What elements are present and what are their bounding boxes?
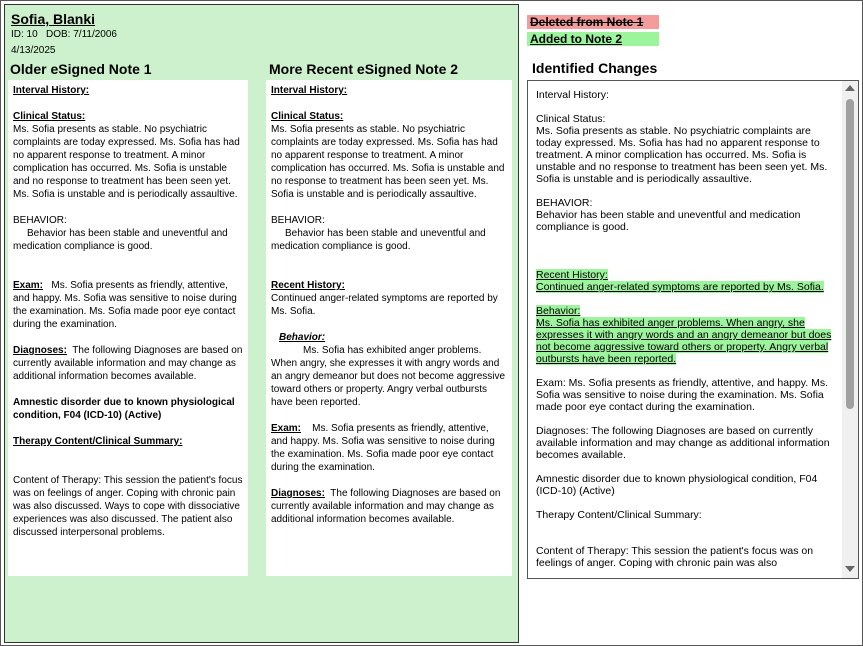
note1-exam-label: Exam: xyxy=(13,280,44,291)
note1-title: Older eSigned Note 1 xyxy=(10,61,152,77)
changes-recent-history-text: Continued anger-related symptoms are reported by Ms. Sofia. xyxy=(536,281,824,293)
note1-behavior-text: Behavior has been stable and uneventful and medication compliance is good. xyxy=(13,228,228,252)
note2-clinical-status-text: Ms. Sofia presents as stable. No psychiatric complaints are today expressed. Ms. Sofia has had no apparent response to treatment. A minor complication has occurred. Ms. Sofia is unstable and no response to treatment has been seen yet. Ms. Sofia is unstable and is periodically assaultive. xyxy=(271,124,505,200)
note1-diagnosis-item: Amnestic disorder due to known physiological condition, F04 (ICD-10) (Active) xyxy=(13,397,235,421)
note2-interval-history: Interval History: xyxy=(271,85,348,96)
note1-clinical-status-label: Clinical Status: xyxy=(13,111,86,122)
changes-interval-history: Interval History: xyxy=(536,89,609,101)
note1-body[interactable] xyxy=(8,80,248,576)
note1-therapy-label: Therapy Content/Clinical Summary: xyxy=(13,436,183,447)
changes-behavior2 xyxy=(536,305,834,317)
changes-recent-history-body xyxy=(536,281,834,293)
changes-behavior2-text: Ms. Sofia has exhibited anger problems. When angry, she expresses it with angry words and an angry demeanor but does not become aggressive toward others or property. Angry verbal outbursts have been reported. xyxy=(536,317,832,365)
changes-behavior2-body xyxy=(536,317,834,365)
note2-exam-label: Exam: xyxy=(271,423,302,434)
changes-title: Identified Changes xyxy=(532,60,658,76)
note2-behavior2-label: Behavior: xyxy=(279,332,326,343)
note2-recent-history-label: Recent History: xyxy=(271,280,345,291)
note-date: 4/13/2025 xyxy=(11,45,56,56)
note1-interval-history: Interval History: xyxy=(13,85,90,96)
note2-behavior-label: BEHAVIOR: xyxy=(271,215,325,226)
note1-diagnoses-text: The following Diagnoses are based on currently available information and may change as additional information becomes available. xyxy=(13,345,243,382)
vertical-scrollbar[interactable] xyxy=(842,81,858,578)
note1-behavior-label: BEHAVIOR: xyxy=(13,215,67,226)
changes-textbox[interactable] xyxy=(527,80,859,579)
legend-added: Added to Note 2 xyxy=(527,32,659,46)
changes-content-text: Content of Therapy: This session the patient's focus was on feelings of anger. Coping with chronic pain was also xyxy=(536,545,814,569)
note1-exam-text: Ms. Sofia presents as friendly, attentive, and happy. Ms. Sofia was sensitive to noise during the examination. Ms. Sofia made poor eye contact during the examination. xyxy=(13,280,237,330)
changes-clinical-status: Clinical Status: xyxy=(536,113,606,125)
changes-recent-history xyxy=(536,269,834,281)
note2-exam-text: Ms. Sofia presents as friendly, attentive, and happy. Ms. Sofia was sensitive to noise during the examination. Ms. Sofia made poor eye contact during the examination. xyxy=(271,423,495,473)
changes-behavior2-label: Behavior: xyxy=(536,305,581,317)
scroll-down-arrow-icon[interactable] xyxy=(845,566,855,572)
changes-content xyxy=(536,89,834,569)
note1-exam xyxy=(13,279,243,331)
legend-deleted: Deleted from Note 1 xyxy=(527,15,659,29)
notes-panel xyxy=(4,4,519,643)
patient-name: Sofia, Blanki xyxy=(11,11,96,27)
changes-diagnosis-item: Amnestic disorder due to known physiological condition, F04 (ICD-10) (Active) xyxy=(536,473,818,497)
note1-content-text: Content of Therapy: This session the patient's focus was on feelings of anger. Coping with chronic pain was also discussed. Ways to cope with dissociative experiences was also discussed. The patient also discussed interpersonal problems. xyxy=(13,475,243,538)
note2-behavior2 xyxy=(271,331,507,344)
note2-clinical-status-label: Clinical Status: xyxy=(271,111,344,122)
note2-body[interactable] xyxy=(266,80,512,576)
note2-exam xyxy=(271,422,507,474)
note2-diagnoses xyxy=(271,487,507,526)
changes-therapy-label: Therapy Content/Clinical Summary: xyxy=(536,509,702,521)
note1-clinical-status-text: Ms. Sofia presents as stable. No psychiatric complaints are today expressed. Ms. Sofia has had no apparent response to treatment. A minor complication has occurred. Ms. Sofia is unstable and no response to treatment has been seen yet. Ms. Sofia is unstable and is periodically assaultive. xyxy=(13,124,240,200)
changes-exam-text: Exam: Ms. Sofia presents as friendly, attentive, and happy. Ms. Sofia was sensitive to noise during the examination. Ms. Sofia made poor eye contact during the examination. xyxy=(536,377,828,413)
changes-behavior-label: BEHAVIOR: xyxy=(536,197,593,209)
note2-behavior-text: Behavior has been stable and uneventful and medication compliance is good. xyxy=(271,228,486,252)
note2-diagnoses-text: The following Diagnoses are based on currently available information and may change as additional information becomes available. xyxy=(271,488,501,525)
scroll-thumb[interactable] xyxy=(846,99,854,409)
changes-recent-history-label: Recent History: xyxy=(536,269,608,281)
changes-diagnoses-text: Diagnoses: The following Diagnoses are based on currently available information and may change as additional information becomes available. xyxy=(536,425,830,461)
patient-id-dob: ID: 10 DOB: 7/11/2006 xyxy=(11,29,117,40)
changes-clinical-status-text: Ms. Sofia presents as stable. No psychiatric complaints are today expressed. Ms. Sofia has had no apparent response to treatment. A minor complication has occurred. Ms. Sofia is unstable and no response to treatment has been seen yet. Ms. Sofia is unstable and is periodically assaultive. xyxy=(536,125,828,185)
changes-behavior-text: Behavior has been stable and uneventful and medication compliance is good. xyxy=(536,209,801,233)
note2-diagnoses-label: Diagnoses: xyxy=(271,488,325,499)
scroll-up-arrow-icon[interactable] xyxy=(845,85,855,91)
note1-diagnoses xyxy=(13,344,243,383)
note2-recent-history-text: Continued anger-related symptoms are reported by Ms. Sofia. xyxy=(271,293,498,317)
note2-behavior2-text: Ms. Sofia has exhibited anger problems. When angry, she expresses it with angry words and an angry demeanor but does not become aggressive toward others or property. Angry verbal outbursts have been reported. xyxy=(271,345,506,408)
note1-diagnoses-label: Diagnoses: xyxy=(13,345,67,356)
note2-title: More Recent eSigned Note 2 xyxy=(269,61,459,77)
